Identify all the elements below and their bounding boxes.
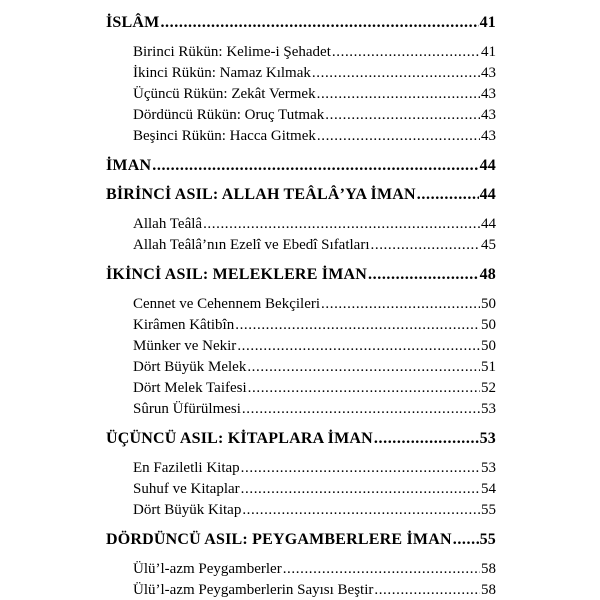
toc-entry-label: ÜÇÜNCÜ ASIL: KİTAPLARA İMAN — [106, 430, 373, 447]
dot-leader — [321, 294, 480, 315]
toc-entry-label: İMAN — [106, 157, 152, 174]
toc-entry-page-number: 53 — [479, 430, 496, 447]
dot-leader — [235, 315, 480, 336]
dot-leader — [374, 429, 479, 449]
toc-entry-page-number: 45 — [481, 237, 496, 253]
dot-leader — [368, 265, 479, 285]
toc-entry — [106, 63, 496, 84]
toc-entry-page-number: 44 — [479, 157, 496, 174]
dot-leader — [247, 357, 480, 378]
toc-entry — [106, 429, 496, 449]
dot-leader — [203, 214, 480, 235]
toc-entry — [106, 84, 496, 105]
dot-leader — [374, 580, 480, 600]
toc-entry — [106, 580, 496, 600]
toc-entry-label: Ülü’l-azm Peygamberler — [133, 561, 282, 577]
dot-leader — [371, 235, 481, 256]
toc-entry — [106, 458, 496, 479]
toc-entry-label: Kirâmen Kâtibîn — [133, 317, 235, 333]
dot-leader — [332, 42, 480, 63]
toc-entry — [106, 294, 496, 315]
toc-entry-page-number: 52 — [481, 380, 496, 396]
toc-entry-label: Beşinci Rükün: Hacca Gitmek — [133, 128, 316, 144]
toc-entry — [106, 265, 496, 285]
toc-entry — [106, 559, 496, 580]
toc-entry — [106, 500, 496, 521]
toc-entry-label: İkinci Rükün: Namaz Kılmak — [133, 65, 311, 81]
dot-leader — [241, 458, 480, 479]
toc-entry-page-number: 44 — [481, 216, 496, 232]
dot-leader — [417, 185, 479, 205]
toc-entry-label: İSLÂM — [106, 14, 160, 31]
toc-entry-page-number: 43 — [481, 65, 496, 81]
toc-entry-page-number: 50 — [481, 296, 496, 312]
dot-leader — [317, 84, 480, 105]
toc-entry-label: Cennet ve Cehennem Bekçileri — [133, 296, 321, 312]
toc-entry-page-number: 55 — [479, 531, 496, 548]
toc-entry — [106, 126, 496, 147]
dot-leader — [242, 399, 480, 420]
toc-entry-page-number: 44 — [479, 186, 496, 203]
toc-entry-page-number: 50 — [481, 317, 496, 333]
toc-entry — [106, 185, 496, 205]
toc-entry-label: İKİNCİ ASIL: MELEKLERE İMAN — [106, 266, 368, 283]
toc-entry — [106, 357, 496, 378]
dot-leader — [325, 105, 480, 126]
toc-entry-page-number: 50 — [481, 338, 496, 354]
toc-entry-label: Dördüncü Rükün: Oruç Tutmak — [133, 107, 325, 123]
toc-entry-label: Dört Büyük Kitap — [133, 502, 242, 518]
dot-leader — [312, 63, 480, 84]
toc-entry-page-number: 58 — [481, 582, 496, 598]
toc-entry-page-number: 53 — [481, 460, 496, 476]
toc-entry-label: Allah Teâlâ — [133, 216, 203, 232]
toc-entry — [106, 214, 496, 235]
toc-entry-page-number: 58 — [481, 561, 496, 577]
toc-entry-page-number: 54 — [481, 481, 496, 497]
toc-entry-page-number: 53 — [481, 401, 496, 417]
toc-entry-label: Dört Melek Taifesi — [133, 380, 247, 396]
dot-leader — [152, 156, 478, 176]
dot-leader — [242, 500, 480, 521]
toc-entry-page-number: 55 — [481, 502, 496, 518]
dot-leader — [237, 336, 480, 357]
toc-entry — [106, 378, 496, 399]
toc-entry-label: En Faziletli Kitap — [133, 460, 240, 476]
toc-entry-label: Sûrun Üfürülmesi — [133, 401, 241, 417]
toc-entry — [106, 235, 496, 256]
toc-entry-label: DÖRDÜNCÜ ASIL: PEYGAMBERLERE İMAN — [106, 531, 452, 548]
toc-entry-label: Ülü’l-azm Peygamberlerin Sayısı Beştir — [133, 582, 374, 598]
toc-entry-page-number: 41 — [481, 44, 496, 60]
toc-entry-page-number: 43 — [481, 86, 496, 102]
toc-entry — [106, 42, 496, 63]
dot-leader — [241, 479, 480, 500]
dot-leader — [283, 559, 480, 580]
toc-entry-label: Suhuf ve Kitaplar — [133, 481, 240, 497]
toc-entry — [106, 479, 496, 500]
toc-entry — [106, 13, 496, 33]
dot-leader — [453, 530, 479, 550]
toc-entry-label: Üçüncü Rükün: Zekât Vermek — [133, 86, 316, 102]
toc-entry-page-number: 48 — [479, 266, 496, 283]
dot-leader — [248, 378, 480, 399]
toc-entry-label: Allah Teâlâ’nın Ezelî ve Ebedî Sıfatları — [133, 237, 370, 253]
dot-leader — [317, 126, 480, 147]
toc-entry-page-number: 51 — [481, 359, 496, 375]
toc-entry-label: BİRİNCİ ASIL: ALLAH TEÂLÂ’YA İMAN — [106, 186, 416, 203]
toc-entry — [106, 399, 496, 420]
toc-entry — [106, 530, 496, 550]
dot-leader — [160, 13, 478, 33]
toc-entry — [106, 105, 496, 126]
toc-entry-label: Birinci Rükün: Kelime-i Şehadet — [133, 44, 331, 60]
toc-entry-label: Münker ve Nekir — [133, 338, 237, 354]
toc-entry — [106, 336, 496, 357]
toc-entry-page-number: 43 — [481, 128, 496, 144]
toc-entry — [106, 156, 496, 176]
toc-entry-label: Dört Büyük Melek — [133, 359, 247, 375]
toc-entry-page-number: 41 — [479, 14, 496, 31]
toc-entry-page-number: 43 — [481, 107, 496, 123]
toc-entry — [106, 315, 496, 336]
